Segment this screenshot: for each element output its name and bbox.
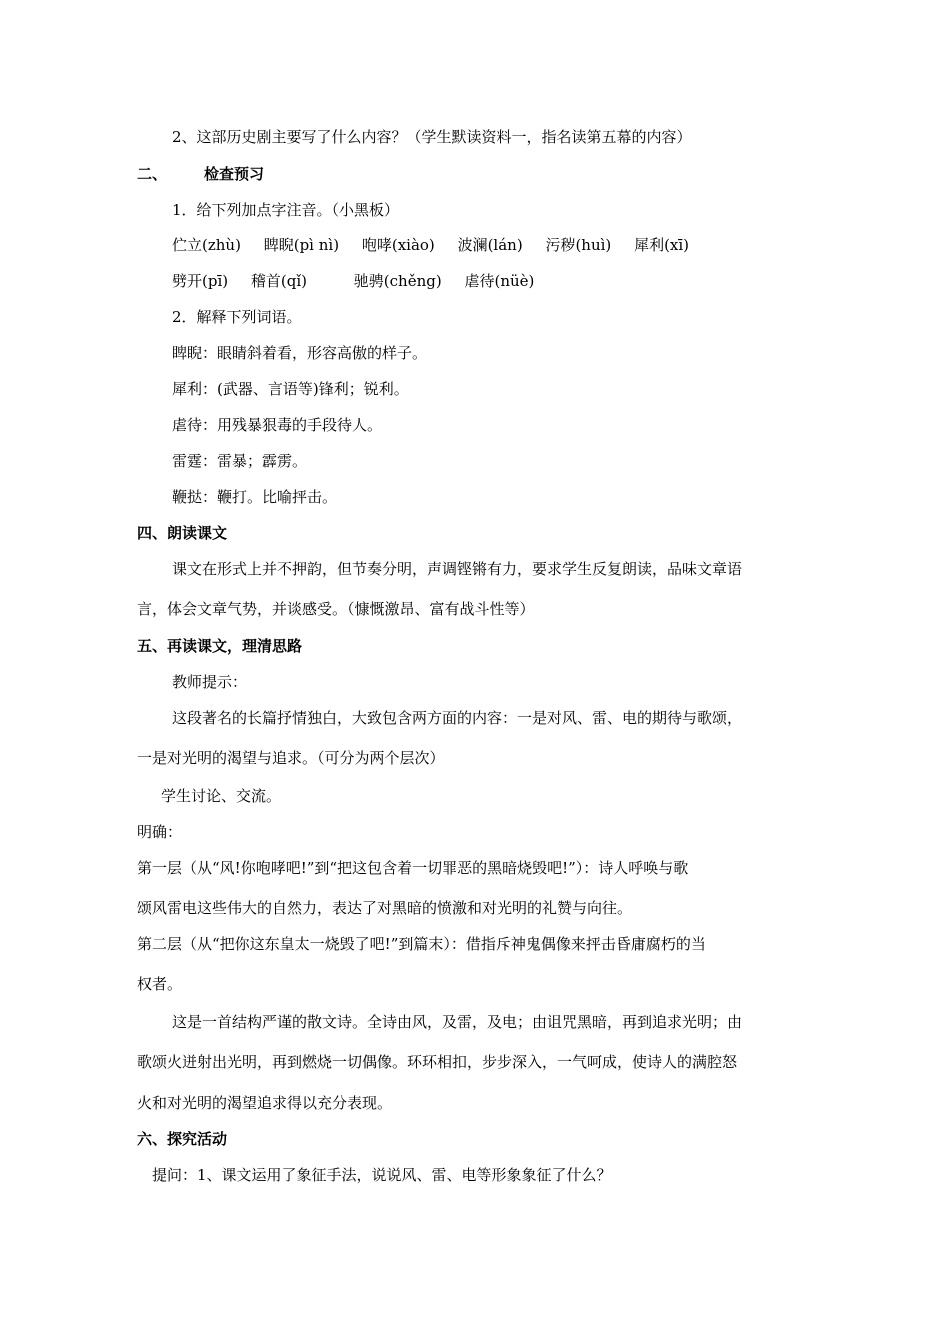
question-line: 提问：1、课文运用了象征手法，说说风、雷、电等形象象征了什么？ [152,1166,612,1184]
pinyin-word: 稽首(qǐ) [250,272,307,290]
summary-line: 火和对光明的渴望追求得以充分表现。 [137,1094,393,1112]
pinyin-word: 波澜(lán) [457,236,523,254]
pinyin-row-2 [172,271,552,291]
paragraph-line: 课文在形式上并不押韵，但节奏分明，声调铿锵有力，要求学生反复朗读，品味文章语 [172,560,743,578]
paragraph-line: 这段著名的长篇抒情独白，大致包含两方面的内容：一是对风、雷、电的期待与歌颂， [172,709,743,727]
clarify-label: 明确： [137,823,183,841]
layer-2-line: 权者。 [137,975,183,993]
pinyin-word: 咆哮(xiào) [361,236,435,254]
definition: 雷霆：雷暴；霹雳。 [172,452,308,470]
summary-line: 这是一首结构严谨的散文诗。全诗由风，及雷，及电；由诅咒黑暗，再到追求光明；由 [172,1013,743,1031]
layer-2-line: 第二层（从“把你这东皇太一烧毁了吧!”到篇末）：借指斥神鬼偶像来抨击昏庸腐朽的当 [137,935,706,953]
pinyin-word: 睥睨(pì nì) [263,236,340,254]
item-2: 2．解释下列词语。 [172,308,302,326]
summary-line: 歌颂火迸射出光明，再到燃烧一切偶像。环环相扣，步步深入，一气呵成，使诗人的满腔怒 [137,1053,738,1071]
pinyin-word: 污秽(huì) [545,236,612,254]
section-heading-read: 四、朗读课文 [137,524,228,542]
pinyin-word: 伫立(zhù) [172,236,241,254]
definition: 虐待：用残暴狠毒的手段待人。 [172,416,383,434]
section-heading-number: 二、 [137,165,168,183]
pinyin-word: 驰骋(chěng) [353,272,442,290]
teacher-hint-label: 教师提示： [172,673,248,691]
section-heading-preview: 检查预习 [204,165,265,183]
layer-1-line: 颂风雷电这些伟大的自然力，表达了对黑暗的愤激和对光明的礼赞与向往。 [137,899,633,917]
section-heading-reread: 五、再读课文，理清思路 [137,637,303,655]
question-2: 2、这部历史剧主要写了什么内容？（学生默读资料一，指名读第五幕的内容） [172,128,692,146]
item-1: 1．给下列加点字注音。（小黑板） [172,201,400,219]
layer-1-line: 第一层（从“风!你咆哮吧!”到“把这包含着一切罪恶的黑暗烧毁吧!”）：诗人呼唤与歌 [137,859,689,877]
discussion-line: 学生讨论、交流。 [161,787,282,805]
pinyin-row-1 [172,235,707,255]
definition: 睥睨：眼睛斜着看，形容高傲的样子。 [172,344,428,362]
section-heading-explore: 六、探究活动 [137,1130,228,1148]
definition: 鞭挞：鞭打。比喻抨击。 [172,488,338,506]
paragraph-line: 一是对光明的渴望与追求。（可分为两个层次） [137,749,445,767]
pinyin-word: 犀利(xī) [634,236,690,254]
paragraph-line: 言，体会文章气势，并谈感受。（慷慨激昂、富有战斗性等） [137,600,535,618]
pinyin-word: 虐待(nüè) [464,272,535,290]
pinyin-word: 劈开(pī) [172,272,229,290]
definition: 犀利：(武器、言语等)锋利；锐利。 [172,380,409,398]
